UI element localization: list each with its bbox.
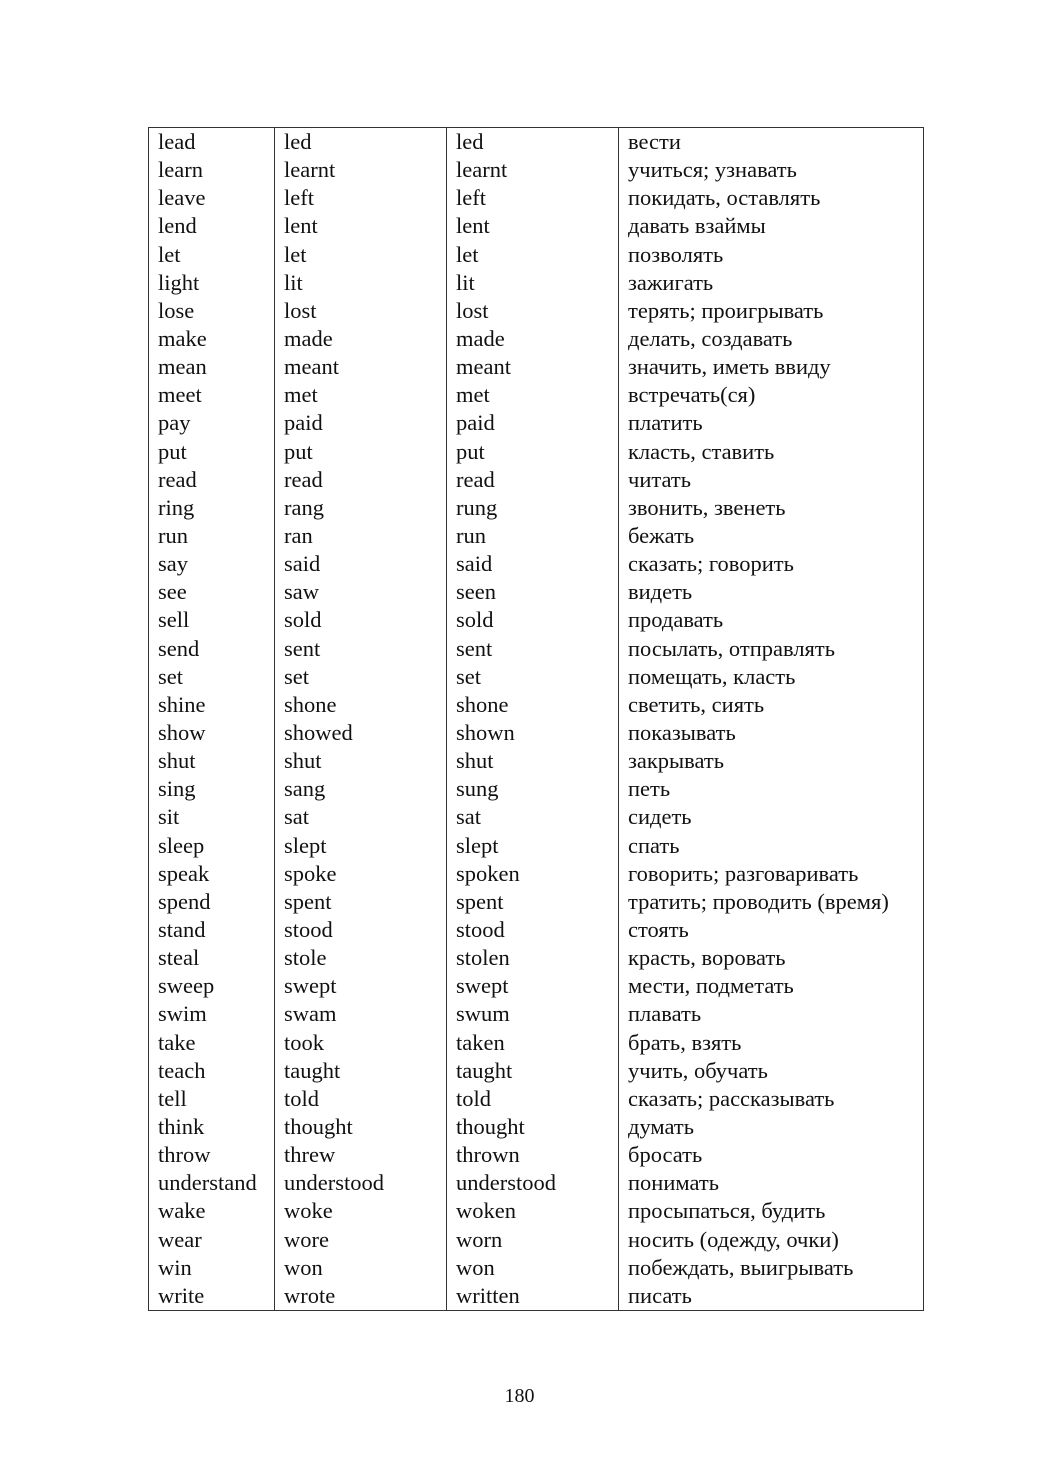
table-row (149, 635, 924, 663)
table-row (149, 663, 924, 691)
table-row (149, 1029, 924, 1057)
past-participle-cell: lost (447, 297, 619, 325)
past-simple-cell: showed (275, 719, 447, 747)
base-form-cell: leave (149, 184, 275, 212)
translation-cell: показывать (619, 719, 924, 747)
past-simple-cell: met (275, 381, 447, 409)
translation-cell: учиться; узнавать (619, 156, 924, 184)
past-simple-cell: told (275, 1085, 447, 1113)
table-row (149, 550, 924, 578)
table-row (149, 212, 924, 240)
base-form-cell: throw (149, 1141, 275, 1169)
base-form-cell: write (149, 1282, 275, 1311)
translation-cell: понимать (619, 1169, 924, 1197)
base-form-cell: mean (149, 353, 275, 381)
page-number: 180 (504, 1385, 535, 1407)
verb-table-body (149, 128, 924, 1311)
past-participle-cell: made (447, 325, 619, 353)
base-form-cell: meet (149, 381, 275, 409)
table-row (149, 494, 924, 522)
past-simple-cell: meant (275, 353, 447, 381)
table-row (149, 1000, 924, 1028)
past-participle-cell: led (447, 128, 619, 157)
base-form-cell: steal (149, 944, 275, 972)
translation-cell: светить, сиять (619, 691, 924, 719)
past-participle-cell: spoken (447, 860, 619, 888)
past-participle-cell: stood (447, 916, 619, 944)
table-row (149, 747, 924, 775)
base-form-cell: teach (149, 1057, 275, 1085)
past-simple-cell: lost (275, 297, 447, 325)
translation-cell: говорить; разговаривать (619, 860, 924, 888)
past-simple-cell: swept (275, 972, 447, 1000)
past-participle-cell: lit (447, 269, 619, 297)
translation-cell: посылать, отправлять (619, 635, 924, 663)
translation-cell: терять; проигрывать (619, 297, 924, 325)
translation-cell: сказать; рассказывать (619, 1085, 924, 1113)
base-form-cell: ring (149, 494, 275, 522)
base-form-cell: put (149, 438, 275, 466)
translation-cell: стоять (619, 916, 924, 944)
past-participle-cell: let (447, 241, 619, 269)
base-form-cell: sweep (149, 972, 275, 1000)
base-form-cell: stand (149, 916, 275, 944)
table-row (149, 128, 924, 157)
past-simple-cell: saw (275, 578, 447, 606)
past-simple-cell: sat (275, 803, 447, 831)
table-row (149, 1225, 924, 1253)
base-form-cell: wear (149, 1225, 275, 1253)
base-form-cell: sit (149, 803, 275, 831)
past-participle-cell: left (447, 184, 619, 212)
base-form-cell: spend (149, 888, 275, 916)
table-row (149, 832, 924, 860)
translation-cell: думать (619, 1113, 924, 1141)
table-row (149, 803, 924, 831)
translation-cell: сидеть (619, 803, 924, 831)
translation-cell: писать (619, 1282, 924, 1311)
base-form-cell: lead (149, 128, 275, 157)
translation-cell: побеждать, выигрывать (619, 1254, 924, 1282)
base-form-cell: swim (149, 1000, 275, 1028)
past-simple-cell: threw (275, 1141, 447, 1169)
past-participle-cell: lent (447, 212, 619, 240)
table-row (149, 1057, 924, 1085)
table-row (149, 1141, 924, 1169)
past-simple-cell: rang (275, 494, 447, 522)
past-participle-cell: sat (447, 803, 619, 831)
table-row (149, 888, 924, 916)
translation-cell: продавать (619, 606, 924, 634)
base-form-cell: sleep (149, 832, 275, 860)
base-form-cell: see (149, 578, 275, 606)
past-simple-cell: lent (275, 212, 447, 240)
past-simple-cell: spent (275, 888, 447, 916)
translation-cell: покидать, оставлять (619, 184, 924, 212)
past-participle-cell: swum (447, 1000, 619, 1028)
past-participle-cell: said (447, 550, 619, 578)
translation-cell: бросать (619, 1141, 924, 1169)
base-form-cell: speak (149, 860, 275, 888)
translation-cell: делать, создавать (619, 325, 924, 353)
translation-cell: мести, подметать (619, 972, 924, 1000)
base-form-cell: send (149, 635, 275, 663)
past-simple-cell: won (275, 1254, 447, 1282)
translation-cell: спать (619, 832, 924, 860)
table-row (149, 1169, 924, 1197)
past-participle-cell: understood (447, 1169, 619, 1197)
past-simple-cell: made (275, 325, 447, 353)
table-row (149, 269, 924, 297)
base-form-cell: lend (149, 212, 275, 240)
base-form-cell: think (149, 1113, 275, 1141)
base-form-cell: run (149, 522, 275, 550)
base-form-cell: make (149, 325, 275, 353)
table-row (149, 353, 924, 381)
past-simple-cell: swam (275, 1000, 447, 1028)
table-row (149, 1113, 924, 1141)
table-row (149, 719, 924, 747)
past-participle-cell: read (447, 466, 619, 494)
translation-cell: носить (одежду, очки) (619, 1225, 924, 1253)
translation-cell: класть, ставить (619, 438, 924, 466)
past-simple-cell: ran (275, 522, 447, 550)
translation-cell: красть, воровать (619, 944, 924, 972)
past-simple-cell: set (275, 663, 447, 691)
past-participle-cell: put (447, 438, 619, 466)
past-simple-cell: taught (275, 1057, 447, 1085)
translation-cell: зажигать (619, 269, 924, 297)
base-form-cell: shine (149, 691, 275, 719)
table-row (149, 606, 924, 634)
base-form-cell: win (149, 1254, 275, 1282)
table-row (149, 522, 924, 550)
base-form-cell: pay (149, 409, 275, 437)
past-participle-cell: worn (447, 1225, 619, 1253)
past-simple-cell: understood (275, 1169, 447, 1197)
past-participle-cell: thrown (447, 1141, 619, 1169)
past-participle-cell: learnt (447, 156, 619, 184)
past-participle-cell: shut (447, 747, 619, 775)
translation-cell: звонить, звенеть (619, 494, 924, 522)
base-form-cell: tell (149, 1085, 275, 1113)
table-row (149, 944, 924, 972)
table-row (149, 1085, 924, 1113)
past-simple-cell: woke (275, 1197, 447, 1225)
past-simple-cell: sang (275, 775, 447, 803)
past-simple-cell: thought (275, 1113, 447, 1141)
table-row (149, 860, 924, 888)
table-row (149, 241, 924, 269)
past-simple-cell: wore (275, 1225, 447, 1253)
table-row (149, 184, 924, 212)
past-participle-cell: rung (447, 494, 619, 522)
translation-cell: просыпаться, будить (619, 1197, 924, 1225)
translation-cell: закрывать (619, 747, 924, 775)
past-simple-cell: stole (275, 944, 447, 972)
base-form-cell: learn (149, 156, 275, 184)
past-participle-cell: spent (447, 888, 619, 916)
table-row (149, 381, 924, 409)
table-row (149, 325, 924, 353)
base-form-cell: show (149, 719, 275, 747)
base-form-cell: read (149, 466, 275, 494)
base-form-cell: let (149, 241, 275, 269)
past-simple-cell: slept (275, 832, 447, 860)
table-row (149, 1254, 924, 1282)
past-participle-cell: paid (447, 409, 619, 437)
past-participle-cell: thought (447, 1113, 619, 1141)
past-simple-cell: left (275, 184, 447, 212)
translation-cell: видеть (619, 578, 924, 606)
base-form-cell: sell (149, 606, 275, 634)
past-simple-cell: let (275, 241, 447, 269)
past-simple-cell: sent (275, 635, 447, 663)
past-simple-cell: took (275, 1029, 447, 1057)
table-row (149, 578, 924, 606)
past-participle-cell: set (447, 663, 619, 691)
past-participle-cell: shown (447, 719, 619, 747)
translation-cell: плавать (619, 1000, 924, 1028)
table-row (149, 691, 924, 719)
translation-cell: позволять (619, 241, 924, 269)
table-row (149, 438, 924, 466)
past-simple-cell: said (275, 550, 447, 578)
translation-cell: платить (619, 409, 924, 437)
past-simple-cell: shut (275, 747, 447, 775)
translation-cell: встречать(ся) (619, 381, 924, 409)
past-participle-cell: slept (447, 832, 619, 860)
table-row (149, 466, 924, 494)
past-simple-cell: paid (275, 409, 447, 437)
past-participle-cell: sent (447, 635, 619, 663)
past-simple-cell: learnt (275, 156, 447, 184)
translation-cell: петь (619, 775, 924, 803)
past-simple-cell: led (275, 128, 447, 157)
translation-cell: сказать; говорить (619, 550, 924, 578)
base-form-cell: lose (149, 297, 275, 325)
past-simple-cell: sold (275, 606, 447, 634)
past-participle-cell: written (447, 1282, 619, 1311)
past-participle-cell: swept (447, 972, 619, 1000)
past-participle-cell: sung (447, 775, 619, 803)
past-simple-cell: shone (275, 691, 447, 719)
past-participle-cell: woken (447, 1197, 619, 1225)
base-form-cell: take (149, 1029, 275, 1057)
past-simple-cell: read (275, 466, 447, 494)
translation-cell: вести (619, 128, 924, 157)
translation-cell: помещать, класть (619, 663, 924, 691)
past-participle-cell: seen (447, 578, 619, 606)
translation-cell: бежать (619, 522, 924, 550)
past-participle-cell: met (447, 381, 619, 409)
table-row (149, 972, 924, 1000)
past-participle-cell: run (447, 522, 619, 550)
past-participle-cell: won (447, 1254, 619, 1282)
table-row (149, 409, 924, 437)
past-participle-cell: taught (447, 1057, 619, 1085)
table-row (149, 1282, 924, 1311)
translation-cell: значить, иметь ввиду (619, 353, 924, 381)
table-row (149, 775, 924, 803)
table-row (149, 297, 924, 325)
past-simple-cell: stood (275, 916, 447, 944)
past-participle-cell: shone (447, 691, 619, 719)
translation-cell: тратить; проводить (время) (619, 888, 924, 916)
base-form-cell: light (149, 269, 275, 297)
base-form-cell: sing (149, 775, 275, 803)
table-row (149, 916, 924, 944)
past-simple-cell: put (275, 438, 447, 466)
translation-cell: учить, обучать (619, 1057, 924, 1085)
base-form-cell: say (149, 550, 275, 578)
translation-cell: читать (619, 466, 924, 494)
table-row (149, 156, 924, 184)
irregular-verbs-table (148, 127, 924, 1311)
base-form-cell: set (149, 663, 275, 691)
base-form-cell: shut (149, 747, 275, 775)
past-participle-cell: stolen (447, 944, 619, 972)
translation-cell: давать взаймы (619, 212, 924, 240)
past-simple-cell: lit (275, 269, 447, 297)
past-participle-cell: sold (447, 606, 619, 634)
base-form-cell: wake (149, 1197, 275, 1225)
translation-cell: брать, взять (619, 1029, 924, 1057)
past-simple-cell: spoke (275, 860, 447, 888)
past-participle-cell: meant (447, 353, 619, 381)
past-participle-cell: told (447, 1085, 619, 1113)
table-row (149, 1197, 924, 1225)
past-simple-cell: wrote (275, 1282, 447, 1311)
past-participle-cell: taken (447, 1029, 619, 1057)
base-form-cell: understand (149, 1169, 275, 1197)
